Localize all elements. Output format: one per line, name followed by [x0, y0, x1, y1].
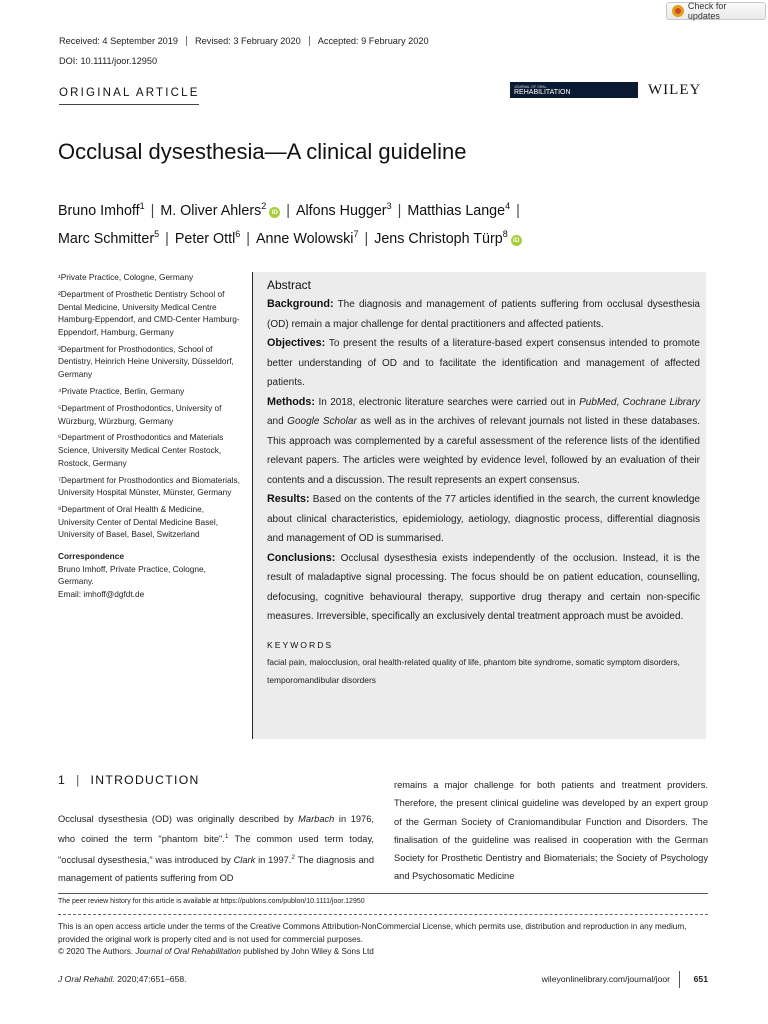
citation-link[interactable]: 2: [291, 853, 295, 861]
citation-link[interactable]: 1: [224, 833, 229, 841]
doi[interactable]: DOI: 10.1111/joor.12950: [59, 56, 158, 66]
abstract-title: Abstract: [267, 278, 312, 292]
footer-divider: [679, 971, 680, 988]
keywords-label: KEYWORDS: [267, 639, 334, 650]
author-separator: |: [165, 230, 169, 247]
affiliation-item: ³Department for Prosthodontics, School of Dentistry, Heinrich Heine University, Düsseldorf, Germany: [58, 343, 234, 379]
author-separator: |: [516, 202, 520, 219]
author-separator: |: [364, 230, 369, 247]
affiliation-item: ⁶Department of Prosthodontics and Materials Science, University Medical Center Rostock, Rostock, Germany: [58, 432, 224, 468]
received-date: Received: 4 September 2019: [59, 36, 179, 46]
affiliation-item: ²Department of Prosthetic Dentistry School of Dental Medicine, University Medical Centre Hamburg-Eppendorf, and CMD-Center Hamburg-Eppendorf, Hamburg, Germany: [58, 288, 240, 337]
affiliation-item: ⁷Department for Prosthodontics and Biomaterials, University Hospital Münster, Münster, Germany: [58, 474, 240, 498]
license-text: This is an open access article under the terms of the Creative Commons Attribution-NonCommercial License, which permits use, distribution and reproduction in any medium, provided the original work is properly cited and is not used for commercial purposes.: [58, 922, 687, 944]
affiliation-item: ⁸Department of Oral Health & Medicine, University Center of Dental Medicine Basel, University of Basel, Basel, Switzerland: [58, 504, 219, 540]
abstract-box: [252, 272, 706, 739]
correspondence-address: Bruno Imhoff, Private Practice, Cologne, Germany.: [58, 563, 206, 587]
author-separator: |: [246, 230, 250, 247]
author-name[interactable]: Jens Christoph Türp$^8$: [374, 228, 508, 247]
author-separator: |: [397, 202, 402, 219]
author-separator: |: [150, 202, 155, 219]
check-updates-label: Check for updates: [687, 1, 727, 21]
author-name[interactable]: Anne Wolowski$^7$: [255, 228, 359, 247]
peer-review-note[interactable]: The peer review history for this article is available at https://publons.com/publon/10.1111/joor.12950: [58, 898, 365, 905]
keywords: facial pain, malocclusion, oral health-related quality of life, phantom bite syndrome, somatic symptom disorders, temporomandibular disorders: [267, 656, 680, 685]
affiliations: [58, 271, 242, 600]
abstract-conclusions: Conclusions: Occlusal dysesthesia exists independently of the occlusion. Instead, it is the result of maladaptive signal processing. The focus should be on patient education, counselling, defocusing, cognitive behavioural therapy, supportive drug therapy and certain non-specific measures. Irreversible, specifically an exclusively dental treatment approach must be avoided.: [267, 551, 700, 622]
affiliation-item: ¹Private Practice, Cologne, Germany: [58, 272, 194, 282]
page-number: 651: [693, 974, 708, 984]
footnote-rule: [58, 893, 708, 894]
affiliation-item: ⁵Department of Prosthodontics, University of Würzburg, Würzburg, Germany: [58, 402, 222, 426]
abstract-methods: Methods: In 2018, electronic literature searches were carried out in PubMed, Cochrane Library and Google Scholar as well as in the archives of relevant journals not listed in these databases. This approach was complemented by a careful assessment of the reference lists of the identified relevant papers. The articles were weighted by evidence level, followed by an evaluation of their contents and a discussion. The result represents an expert consensus.: [267, 395, 701, 486]
journal-logo-bottom: REHABILITATION: [514, 88, 571, 96]
author-name[interactable]: Peter Ottl$^6$: [174, 228, 241, 247]
article-type-rule: [59, 104, 199, 105]
intro-right-column: remains a major challenge for both patients and treatment providers. Therefore, the present clinical guideline was developed by an expert group of the German Society of Craniomandibular Function and Disorders. The finalisation of the guideline was realised in cooperation with the German Society for Prosthetic Dentistry and Biomaterials; the Society of Psychology and Psychosomatic Medicine: [394, 780, 708, 882]
author-list: [58, 195, 678, 251]
journal-logo: [510, 82, 638, 98]
section-heading-introduction: [58, 773, 374, 787]
article-type: ORIGINAL ARTICLE: [59, 87, 200, 99]
section-divider: |: [76, 773, 81, 787]
abstract-background: Background: The diagnosis and management of patients suffering from occlusal dysesthesia (OD) remain a major challenge for dental practitioners and affected patients.: [267, 298, 700, 330]
author-name[interactable]: Bruno Imhoff$^1$: [58, 201, 145, 219]
journal-logo-top: JOURNAL OF ORAL: [514, 84, 547, 89]
check-for-updates-button[interactable]: [666, 2, 766, 20]
revised-date: Revised: 3 February 2020: [186, 36, 309, 46]
intro-left-column: [58, 773, 374, 887]
affiliation-item: ⁴Private Practice, Berlin, Germany: [58, 385, 185, 396]
author-separator: |: [286, 202, 290, 219]
article-dates: [59, 36, 437, 46]
footnote-dashed-rule: [58, 914, 708, 915]
author-name[interactable]: Matthias Lange$^4$: [407, 201, 511, 219]
author-name[interactable]: M. Oliver Ahlers$^2$: [160, 201, 267, 219]
author-line-1: [58, 195, 678, 223]
author-name[interactable]: Alfons Hugger$^3$: [295, 201, 392, 219]
accepted-date: Accepted: 9 February 2020: [309, 36, 437, 46]
abstract-objectives: Objectives: To present the results of a literature-based expert consensus intended to promote better understanding of OD and to facilitate the identification and management of affected patients.: [267, 337, 700, 388]
publisher-logo: WILEY: [648, 82, 702, 98]
article-title: Occlusal dysesthesia—A clinical guideline: [58, 139, 467, 164]
crossmark-icon: [672, 5, 684, 17]
footer-website-link[interactable]: wileyonlinelibrary.com/journal/joor: [541, 974, 670, 984]
license-note: [58, 921, 708, 959]
abstract-results: Results: Based on the contents of the 77 articles identified in the search, the current knowledge about clinical characteristics, epidemiology, aetiology, diagnostic process, differential diagnosis and management of OD is summarised.: [267, 493, 700, 544]
intro-paragraph: Occlusal dysesthesia (OD) was originally described by Marbach in 1976, who coined the term "phantom bite".$^1$ The common used term today, "occlusal dysesthesia," was introduced by Clark in 1997.$^2$ The diagnosis and management of patients suffering from OD: [58, 814, 375, 884]
footer-citation: J Oral Rehabil. 2020;47:651–658.: [58, 974, 187, 984]
section-number: 1: [58, 773, 67, 787]
orcid-icon[interactable]: iD: [511, 235, 522, 246]
section-title: INTRODUCTION: [90, 773, 200, 787]
correspondence-email[interactable]: Email: imhoff@dgfdt.de: [58, 588, 145, 599]
orcid-icon[interactable]: iD: [269, 207, 280, 218]
correspondence-label: Correspondence: [58, 551, 124, 562]
copyright-text: © 2020 The Authors. Journal of Oral Rehabilitation published by John Wiley & Sons Ltd: [58, 947, 374, 957]
author-line-2: [58, 223, 678, 251]
author-name[interactable]: Marc Schmitter$^5$: [58, 228, 160, 247]
